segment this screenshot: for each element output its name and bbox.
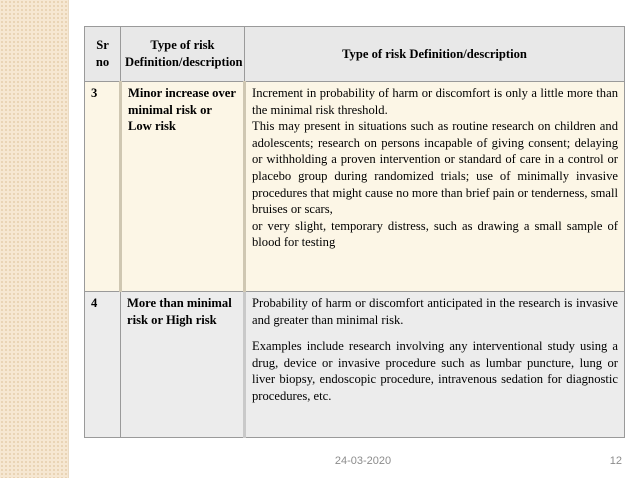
- table-row: [85, 82, 625, 292]
- description-paragraph: or very slight, temporary distress, such as drawing a small sample of blood for testing: [252, 218, 618, 250]
- header-sr-no: Sr no: [85, 27, 121, 82]
- row-sr-number: 4: [85, 292, 121, 438]
- description-paragraph: Probability of harm or discomfort anticipated in the research is invasive and greater than minimal risk.: [252, 296, 618, 327]
- page-number: 12: [609, 455, 622, 467]
- header-definition: Type of risk Definition/description: [245, 27, 625, 82]
- row-risk-type: Minor increase over minimal risk or Low risk: [121, 82, 245, 292]
- footer-date-container: [0, 455, 638, 467]
- risk-table-container: [84, 26, 624, 438]
- table-row: [85, 292, 625, 438]
- footer-date: 24-03-2020: [334, 455, 392, 467]
- decorative-side-strip: [0, 0, 69, 478]
- row-description: [245, 82, 625, 292]
- description-paragraph: Examples include research involving any interventional study using a drug, device or invasive procedure such as lumbar puncture, lung or liver biopsy, endoscopic procedure, intravenous sedation for diagnostic procedures, etc.: [252, 339, 618, 403]
- row-description: [245, 292, 625, 438]
- header-type-of-risk: Type of risk Definition/description: [121, 27, 245, 82]
- table-header-row: [85, 27, 625, 82]
- risk-table: [84, 26, 625, 438]
- row-sr-number: 3: [85, 82, 121, 292]
- row-risk-type: More than minimal risk or High risk: [121, 292, 245, 438]
- description-paragraph: Increment in probability of harm or discomfort is only a little more than the minimal risk threshold.: [252, 86, 618, 117]
- description-paragraph: This may present in situations such as routine research on children and adolescents; research on persons incapable of giving consent; delaying or withholding a proven intervention or standard of care in a control or placebo group during randomized trials; use of minimally invasive procedures that might cause no more than brief pain or tenderness, small bruises or scars,: [252, 119, 618, 217]
